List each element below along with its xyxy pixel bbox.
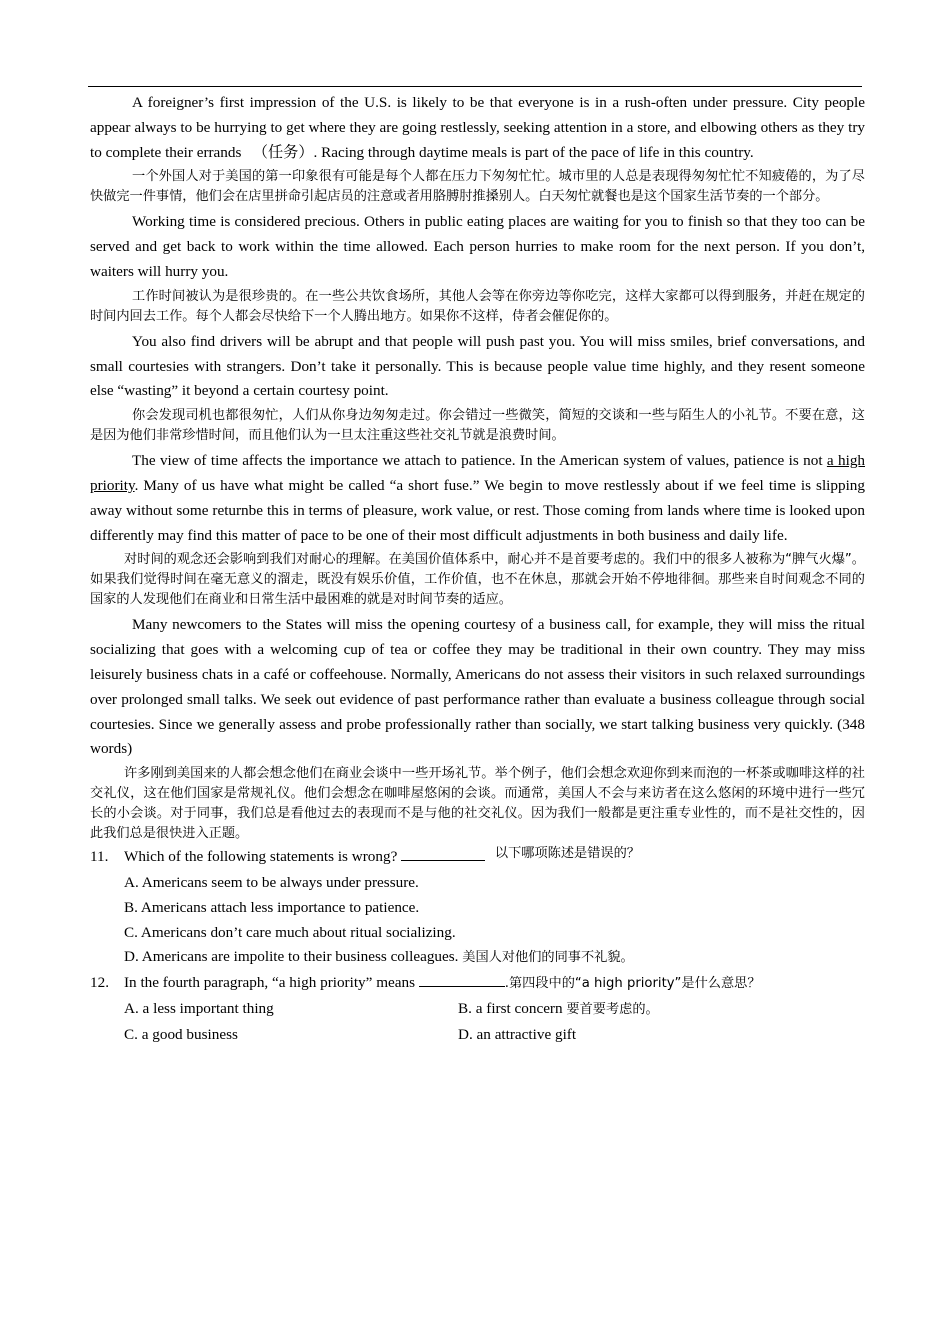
q12-options-row-1 [124, 997, 865, 1023]
q11-option-d-text: D. Americans are impolite to their business colleagues. [124, 948, 459, 966]
header-rule [88, 86, 862, 87]
q12-option-d: D. an attractive gift [458, 1025, 577, 1043]
paragraph-2-english: Working time is considered precious. Others in public eating places are waiting for you to finish so that they too can be served and get back to work within the time allowed. Each person hurries to make room for the next person. If you don’t, waiters will hurry you. [90, 213, 865, 280]
paragraph-4-english [90, 449, 865, 548]
q12-option-b-translation: 要首要考虑的。 [566, 1001, 659, 1017]
paragraph-3-english: You also find drivers will be abrupt and that people will push past you. You will miss smiles, brief conversations, and small courtesies with strangers. Don’t take it personally. This is because people value time highly, and they resent someone else “wasting” it beyond a certain courtesy point. [90, 332, 865, 400]
question-12-number: 12. [90, 974, 109, 992]
q12-options-row-2 [124, 1023, 865, 1048]
underlined-phrase: a high priority [90, 452, 866, 494]
question-12 [90, 971, 865, 997]
question-12-translation: .第四段中的“a high priority”是什么意思？ [504, 976, 761, 992]
paragraph-2-chinese: 工作时间被认为是很珍贵的。在一些公共饮食场所，其他人会等在你旁边等你吃完，这样大家都可以得到服务，并赶在规定的时间内回去工作。每个人都会尽快给下一个人腾出地方。如果你不这样，侍者会催促你的。 [90, 288, 865, 324]
paragraph-4-text-start: The view of time affects the importance we attach to patience. In the American system of values, patience is not [132, 452, 827, 470]
question-11-stem: Which of the following statements is wrong? [124, 848, 398, 866]
q11-option-b: B. Americans attach less importance to patience. [124, 898, 420, 916]
question-11-translation: 以下哪项陈述是错误的？ [494, 846, 640, 862]
paragraph-5-chinese: 许多刚到美国来的人都会想念他们在商业会谈中一些开场礼节。举个例子，他们会想念欢迎你到来而泡的一杯茶或咖啡这样的社交礼仪，这在他们国家是常规礼仪。他们会想念在咖啡屋悠闲的会谈。而通常，美国人不会与来访者在这么悠闲的环境中进行一些冗长的小会谈。对于同事，我们总是看他过去的表现而不是与他的社交礼仪。因为我们一般都是更注重专业性的，而不是社交性的，因此我们总是很快进入正题。 [90, 766, 865, 842]
question-11 [90, 845, 865, 871]
answer-blank-11[interactable] [401, 846, 485, 861]
q11-option-a: A. Americans seem to be always under pressure. [124, 873, 419, 891]
passage-content [90, 91, 865, 1048]
answer-blank-12[interactable] [419, 972, 505, 987]
paragraph-3-chinese: 你会发现司机也都很匆忙，人们从你身边匆匆走过。你会错过一些微笑，简短的交谈和一些与陌生人的小礼节。不要在意，这是因为他们非常珍惜时间，而且他们认为一旦太注重这些社交礼节就是浪费时间。 [90, 408, 865, 444]
q11-option-d [124, 945, 865, 971]
paragraph-5-english: Many newcomers to the States will miss the opening courtesy of a business call, for example, they will miss the ritual socializing that goes with a welcoming cup of tea or coffee they may be traditional in their own country. They may miss leisurely business chats in a café or coffeehouse. Normally, Americans do not assess their visitors in such relaxed surroundings over prolonged small talks. We seek out evidence of past performance rather than evaluate a business colleague through social courtesies. Since we generally assess and probe professionally rather than socially, we start talking business very quickly. (348 words) [90, 616, 865, 758]
q12-option-b [458, 997, 659, 1023]
paragraph-1-chinese: 一个外国人对于美国的第一印象很有可能是每个人都在压力下匆匆忙忙。城市里的人总是表现得匆匆忙忙不知疲倦的，为了尽快做完一件事情，他们会在店里拼命引起店员的注意或者用胳膊肘推搡别人。白天匆忙就餐也是这个国家生活节奏的一个部分。 [90, 169, 865, 205]
question-12-stem: In the fourth paragraph, “a high priority” means [124, 974, 415, 992]
q12-option-b-text: B. a first concern [458, 999, 563, 1017]
q11-option-c: C. Americans don’t care much about ritual socializing. [124, 923, 456, 941]
question-11-number: 11. [90, 848, 109, 866]
q11-option-d-translation: 美国人对他们的同事不礼貌。 [462, 950, 634, 966]
q12-option-a: A. a less important thing [124, 999, 274, 1017]
paragraph-4-chinese: 对时间的观念还会影响到我们对耐心的理解。在美国价值体系中，耐心并不是首要考虑的。我们中的很多人被称为“脾气火爆”。如果我们觉得时间在毫无意义的溜走，既没有娱乐价值，工作价值，也不在休息，那就会开始不停地徘徊。那些来自时间观念不同的国家的人发现他们在商业和日常生活中最困难的就是对时间节奏的适应。 [90, 552, 865, 608]
paragraph-4-text-end: . Many of us have what might be called “a short fuse.” We begin to move restlessly about if we feel time is slipping away without some returnbe this in terms of pleasure, work value, or rest. Those coming from lands where time is looked upon differently may find this matter of pace to be one of their most difficult adjustments in both business and daily life. [90, 476, 865, 544]
q12-option-c: C. a good business [124, 1025, 238, 1043]
paragraph-1-english: A foreigner’s first impression of the U.S. is likely to be that everyone is in a rush-often under pressure. City people appear always to be hurrying to get where they are going restlessly, seeking attention in a store, and elbowing others as they try to complete their errands （任务）. Racing through daytime meals is part of the pace of life in this country. [90, 94, 865, 161]
